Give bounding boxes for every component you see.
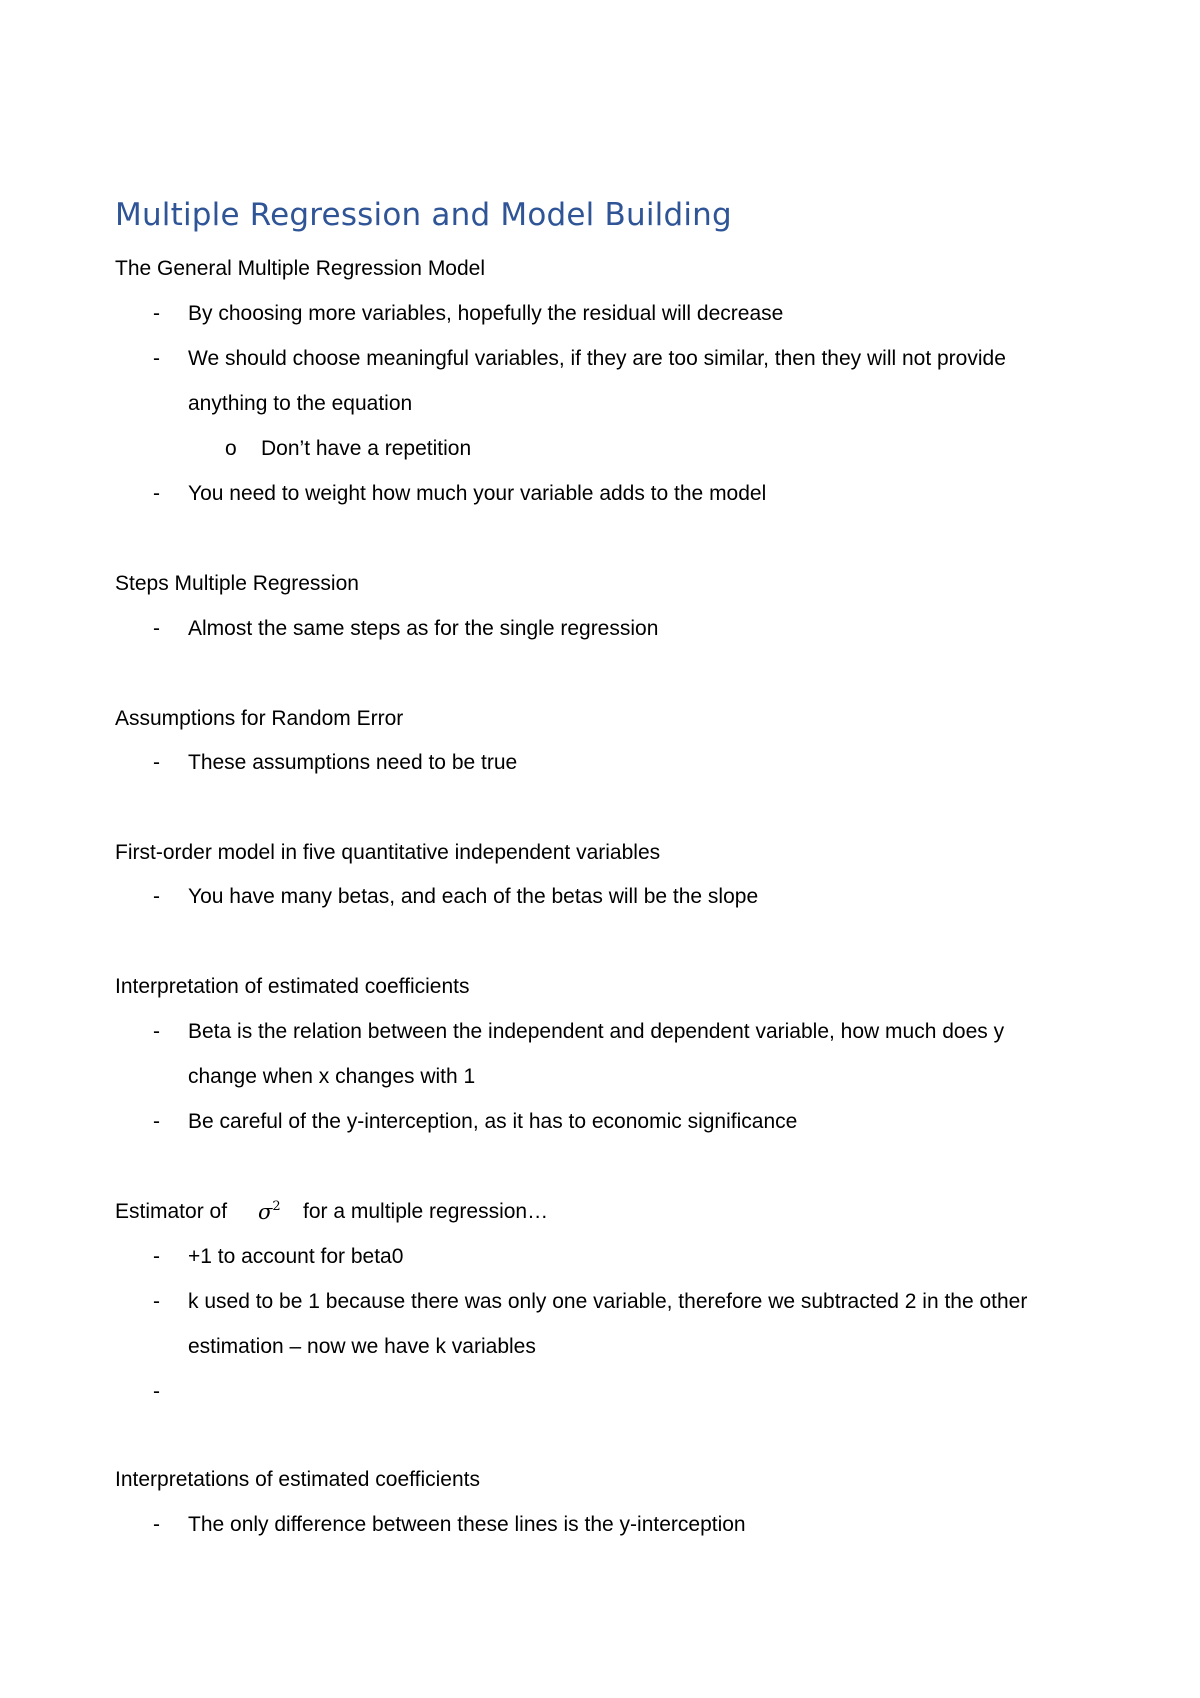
- sub-bullet-text: Don’t have a repetition: [261, 437, 472, 460]
- bullet-dash: -: [153, 1110, 160, 1133]
- bullet-text: You have many betas, and each of the betas will be the slope: [188, 885, 759, 908]
- sigma-squared-symbol: $\sigma^2$: [258, 1199, 281, 1224]
- section-heading: Steps Multiple Regression: [115, 572, 359, 595]
- bullet-text-continued: change when x changes with 1: [188, 1065, 476, 1088]
- section-heading: Assumptions for Random Error: [115, 707, 404, 730]
- bullet-dash: -: [153, 302, 160, 325]
- section-heading-prefix: Estimator of: [115, 1200, 228, 1223]
- bullet-text-continued: estimation – now we have k variables: [188, 1335, 536, 1358]
- section-heading: First-order model in five quantitative independent variables: [115, 841, 661, 864]
- bullet-dash: -: [153, 617, 160, 640]
- bullet-text: +1 to account for beta0: [188, 1245, 404, 1268]
- bullet-text-continued: anything to the equation: [188, 392, 413, 415]
- document-title: Multiple Regression and Model Building: [115, 197, 732, 233]
- bullet-text: We should choose meaningful variables, if they are too similar, then they will not provide: [188, 347, 1006, 370]
- bullet-dash: -: [153, 885, 160, 908]
- bullet-dash-empty: -: [153, 1380, 160, 1403]
- bullet-dash: -: [153, 482, 160, 505]
- bullet-text: Almost the same steps as for the single regression: [188, 617, 659, 640]
- bullet-text: k used to be 1 because there was only one variable, therefore we subtracted 2 in the other: [188, 1290, 1028, 1313]
- bullet-text: By choosing more variables, hopefully the residual will decrease: [188, 302, 784, 325]
- section-heading-suffix: for a multiple regression…: [303, 1200, 549, 1223]
- bullet-text: Beta is the relation between the independent and dependent variable, how much does y: [188, 1020, 1005, 1043]
- sub-bullet-marker: o: [225, 437, 237, 460]
- bullet-dash: -: [153, 1245, 160, 1268]
- bullet-dash: -: [153, 347, 160, 370]
- bullet-dash: -: [153, 1513, 160, 1536]
- section-heading: The General Multiple Regression Model: [115, 257, 486, 280]
- section-heading: Interpretation of estimated coefficients: [115, 975, 470, 998]
- bullet-dash: -: [153, 751, 160, 774]
- bullet-text: The only difference between these lines is the y-interception: [188, 1513, 746, 1536]
- section-heading: Interpretations of estimated coefficients: [115, 1468, 480, 1491]
- bullet-text: Be careful of the y-interception, as it has to economic significance: [188, 1110, 798, 1133]
- bullet-dash: -: [153, 1020, 160, 1043]
- bullet-text: You need to weight how much your variable adds to the model: [188, 482, 767, 505]
- bullet-dash: -: [153, 1290, 160, 1313]
- bullet-text: These assumptions need to be true: [188, 751, 518, 774]
